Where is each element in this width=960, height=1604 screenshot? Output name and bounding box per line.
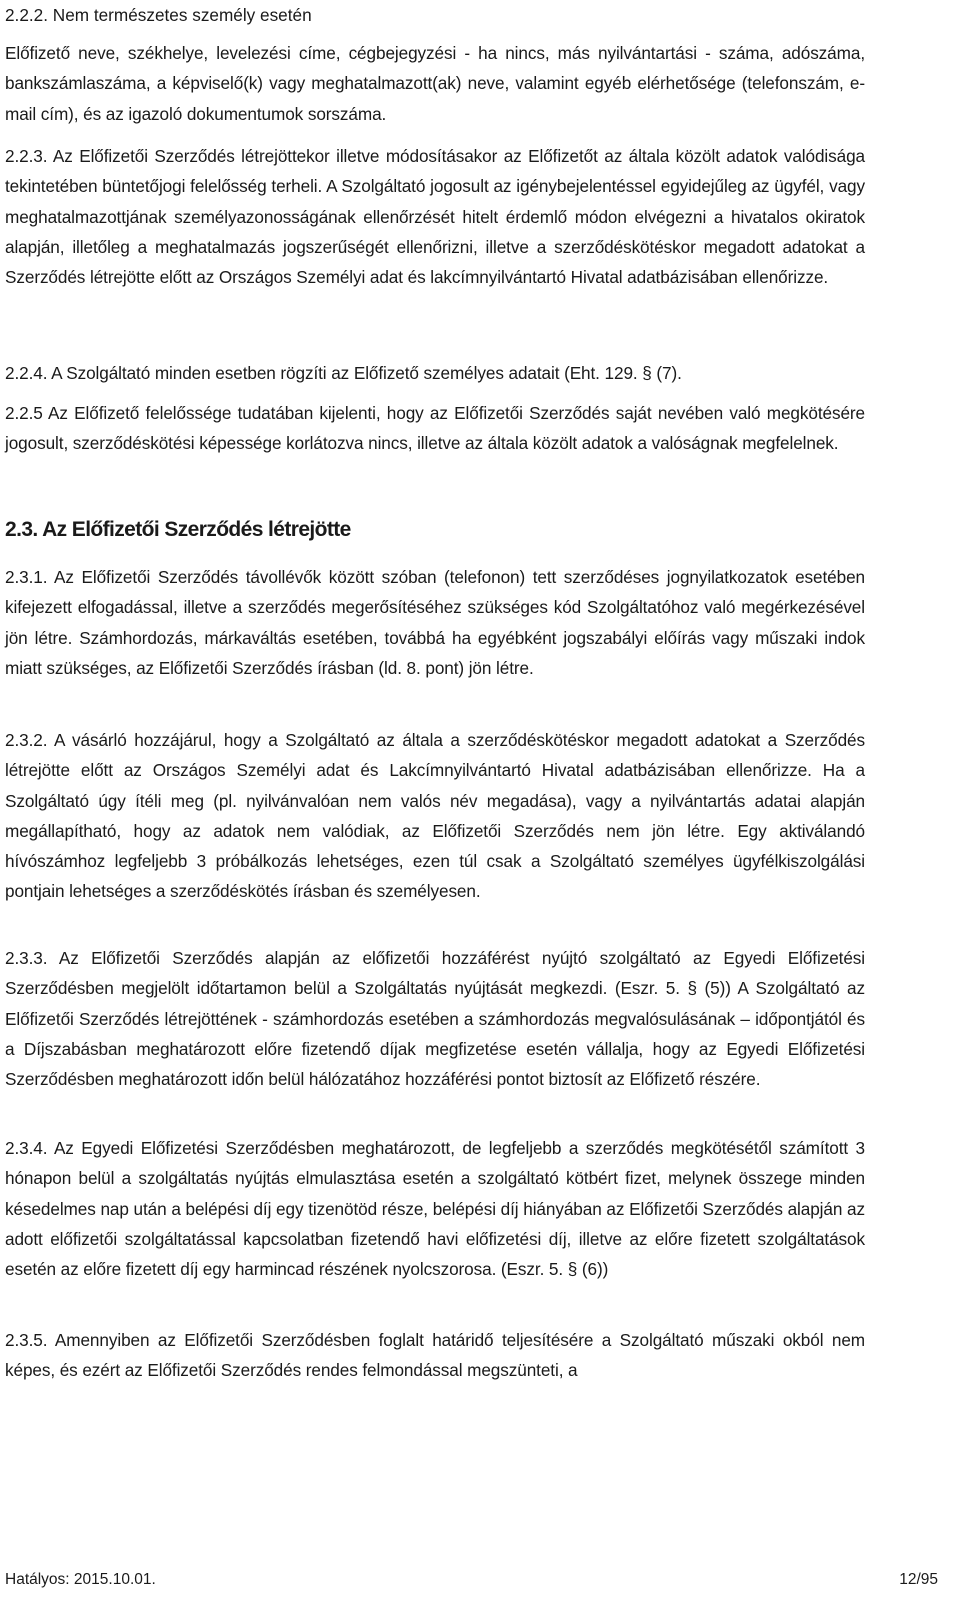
footer-effective-date: Hatályos: 2015.10.01. <box>5 1571 156 1588</box>
paragraph-2-3-4: 2.3.4. Az Egyedi Előfizetési Szerződésben meghatározott, de legfeljebb a szerződés megkötésétől számított 3 hónapon belül a szolgáltatás nyújtás elmulasztása esetén a szolgáltató kötbért fizet, melynek összege minden késedelmes nap után a belépési díj egy tizenötöd része, belépési díj hiányában az Előfizetői Szerződés alapján az adott előfizetői szolgáltatással kapcsolatban fizetendő havi előfizetési díj, illetve az előre fizetett szolgáltatások esetén az előre fizetett díj egy harmincad részének nyolcszorosa. (Eszr. 5. § (6)) <box>5 1138 865 1280</box>
paragraph-2-2-3: 2.2.3. Az Előfizetői Szerződés létrejöttekor illetve módosításakor az Előfizetőt az általa közölt adatok valódisága tekintetében büntetőjogi felelősség terheli. A Szolgáltató jogosult az igénybejelentéssel egyidejűleg az ügyfél, vagy meghatalmazottjának személyazonosságának ellenőrzését hitelt érdemlő módon elvégezni a hivatalos okiratok alapján, illetőleg a meghatalmazás jogszerűségét ellenőrizni, illetve a szerződéskötéskor megadott adatokat a Szerződés létrejötte előtt az Országos Személyi adat és lakcímnyilvántartó Hivatal adatbázisában ellenőrizze. <box>5 146 865 288</box>
paragraph-2-3-1: 2.3.1. Az Előfizetői Szerződés távollévők között szóban (telefonon) tett szerződéses jognyilatkozatok esetében kifejezett elfogadással, illetve a szerződés megerősítéséhez szükséges kód Szolgáltatóhoz való megérkezésével jön létre. Számhordozás, márkaváltás esetében, továbbá ha egyébként jogszabályi előírás vagy műszaki indok miatt szükséges, az Előfizetői Szerződés írásban (ld. 8. pont) jön létre. <box>5 567 865 678</box>
paragraph-2-2-2: Előfizető neve, székhelye, levelezési címe, cégbejegyzési - ha nincs, más nyilvántartási - száma, adószáma, bankszámlaszáma, a képviselő(k) vagy meghatalmazott(ak) neve, valamint egyéb elérhetősége (telefonszám, e-mail cím), és az igazoló dokumentumok sorszáma. <box>5 43 865 124</box>
paragraph-2-2-4: 2.2.4. A Szolgáltató minden esetben rögzíti az Előfizető személyes adatait (Eht. 129. § (7). <box>5 363 682 383</box>
paragraph-2-3-5: 2.3.5. Amennyiben az Előfizetői Szerződésben foglalt határidő teljesítésére a Szolgáltató műszaki okból nem képes, és ezért az Előfizetői Szerződés rendes felmondással megszünteti, a <box>5 1330 865 1381</box>
section-heading-2-3: 2.3. Az Előfizetői Szerződés létrejötte <box>5 518 351 541</box>
paragraph-2-2-5: 2.2.5 Az Előfizető felelőssége tudatában kijelenti, hogy az Előfizetői Szerződés saját nevében való megkötésére jogosult, szerződéskötési képessége korlátozva nincs, illetve az általa közölt adatok a valóságnak megfelelnek. <box>5 403 865 454</box>
paragraph-2-3-2: 2.3.2. A vásárló hozzájárul, hogy a Szolgáltató az általa a szerződéskötéskor megadott adatokat a Szerződés létrejötte előtt az Országos Személyi adat és Lakcímnyilvántartó Hivatal adatbázisában ellenőrizze. Ha a Szolgáltató úgy ítéli meg (pl. nyilvánvalóan nem valós név megadása), vagy a nyilvántartás adatai alapján megállapítható, hogy az adatok nem valódiak, az Előfizetői Szerződés nem jön létre. Egy aktiválandó hívószámhoz legfeljebb 3 próbálkozás lehetséges, ezen túl csak a Szolgáltató személyes ügyfélkiszolgálási pontjain lehetséges a szerződéskötés írásban és személyesen. <box>5 730 865 902</box>
paragraph-2-3-3: 2.3.3. Az Előfizetői Szerződés alapján az előfizetői hozzáférést nyújtó szolgáltató az Egyedi Előfizetési Szerződésben megjelölt időtartamon belül a Szolgáltatás nyújtását megkezdi. (Eszr. 5. § (5)) A Szolgáltató az Előfizetői Szerződés létrejöttének - számhordozás esetében a számhordozás megvalósulásának – időpontjától és a Díjszabásban meghatározott előre fizetendő díjak megfizetése esetén vállalja, hogy az Egyedi Előfizetési Szerződésben meghatározott időn belül hálózatához hozzáférési pontot biztosít az Előfizető részére. <box>5 948 865 1090</box>
section-heading-2-2-2: 2.2.2. Nem természetes személy esetén <box>5 5 312 25</box>
footer-page-number: 12/95 <box>899 1571 938 1588</box>
